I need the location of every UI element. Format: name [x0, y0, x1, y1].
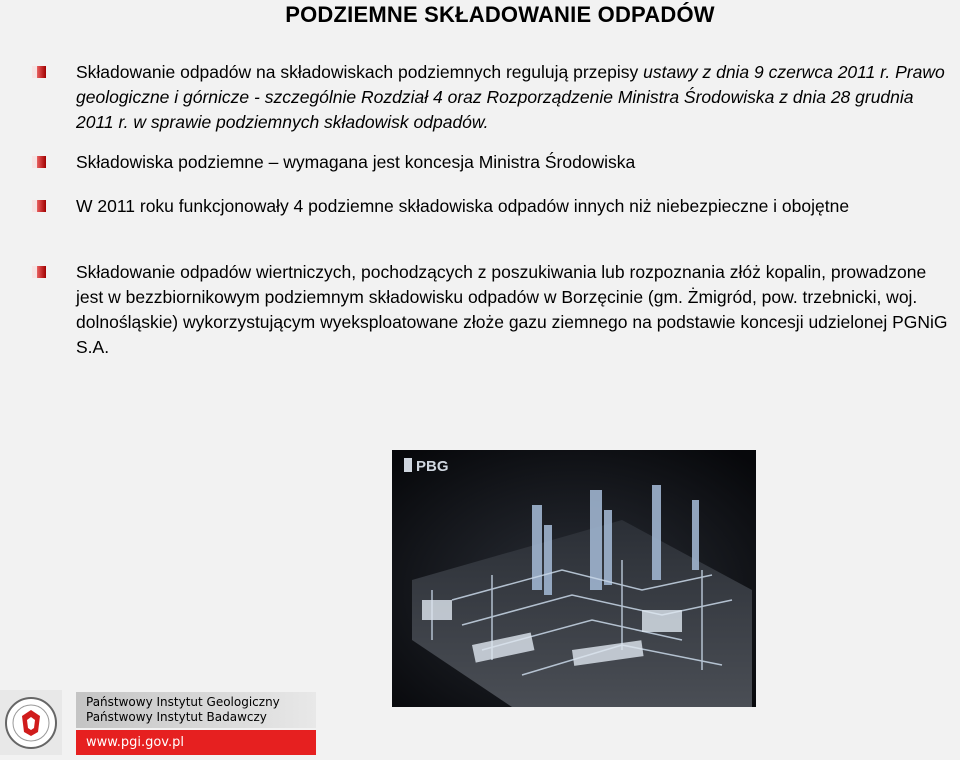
bullet-marker-icon	[32, 266, 46, 278]
bullet-marker-icon	[32, 200, 46, 212]
bullet-2011-sites	[76, 194, 956, 219]
bullet-marker-icon	[32, 66, 46, 78]
bullet-text-italic: ustawy z dnia 9 czerwca	[643, 62, 833, 82]
brand-logo-icon	[404, 458, 412, 472]
institute-name-line1: Państwowy Instytut Geologiczny	[86, 695, 280, 709]
plant-illustration	[392, 450, 756, 707]
institute-name-line2: Państwowy Instytut Badawczy	[86, 710, 267, 724]
bullet-text: W 2011 roku funkcjonowały 4 podziemne składowiska odpadów innych niż niebezpieczne i obojętne	[76, 196, 850, 216]
bullet-regulations	[76, 60, 956, 135]
bullet-marker-icon	[32, 156, 46, 168]
bullet-text: Składowiska podziemne – wymagana jest koncesja Ministra Środowiska	[76, 152, 636, 172]
website-link[interactable]: www.pgi.gov.pl	[76, 730, 316, 755]
page-title: PODZIEMNE SKŁADOWANIE ODPADÓW	[285, 2, 715, 27]
bullet-text: Składowanie odpadów na składowiskach podziemnych regulują przepisy	[76, 62, 644, 82]
institute-name-box	[76, 692, 316, 728]
bullet-text: Składowanie odpadów wiertniczych, pochodzących z poszukiwania lub rozpoznania złóż kopalin, prowadzone jest w bezzbiornikowym podziemnym składowisku odpadów w Borzęcinie (gm. Żmigród, pow. trzebnicki, woj. dolnośląskie) wykorzystującym wyeksploatowane złoże gazu ziemnego na podstawie koncesji udzielonej PGNiG S.A.	[76, 262, 948, 357]
bullet-text-italic-cont: 2011 r. Prawo geologiczne i górnicze - szczególnie Rozdział 4 oraz Rozporządzenie Ministra Środowiska z dnia 28 grudnia 2011 r. w sprawie podziemnych składowisk odpadów.	[76, 62, 945, 132]
bullet-drilling-waste	[76, 260, 956, 360]
brand-label: PBG	[416, 458, 449, 475]
bullet-concession	[76, 150, 956, 175]
industrial-plant-image	[392, 450, 756, 707]
pgi-emblem	[0, 690, 62, 755]
pgi-emblem-icon	[0, 690, 62, 755]
